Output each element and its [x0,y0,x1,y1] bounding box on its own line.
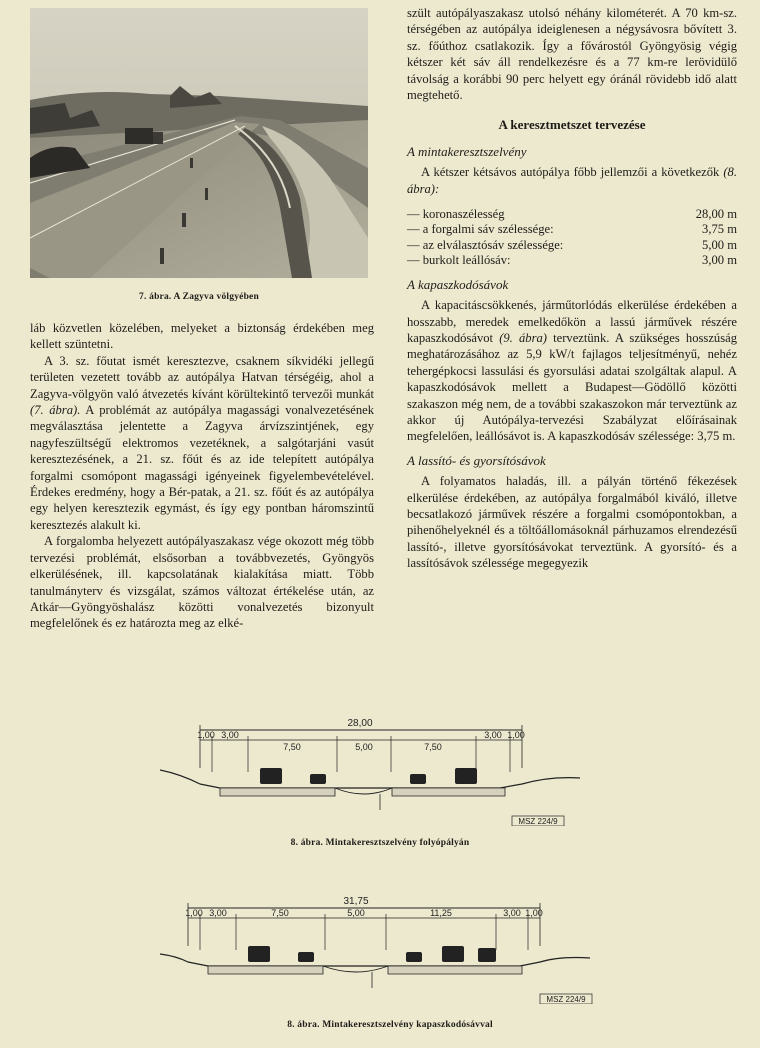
standard-stamp: MSZ 224/9 [546,995,586,1004]
dim-label: 3,00 [503,908,521,918]
subheading-kapaszkodosavok: A kapaszkodósávok [407,276,509,292]
dim-label: 1,00 [507,730,525,740]
figure-8-reference: (8. ábra): [407,165,737,196]
subheading-mintakeresztszelveny: A mintakeresztszelvény [407,143,527,159]
total-width-label: 28,00 [347,718,373,729]
cross-section-drawing-8 [160,712,600,826]
dim-label: 1,00 [197,730,215,740]
paragraph-text: A 3. sz. főutat ismét keresztezve, csaknem síkvidéki jellegű területen vezetett tovább az autópálya Hatvan térségéig, ahol a Zagyva-völgyön való átvezetés kívánt körültekintő tervezői munkát [30,353,374,401]
spec-value: 28,00 m [695,207,737,222]
dim-label: 5,00 [355,742,373,752]
specs-intro-text: A kétszer kétsávos autópálya főbb jellemzői a következők [421,165,724,180]
figure-8-caption: 8. ábra. Mintakeresztszelvény folyópályán [290,838,470,848]
subheading-lassito-gyorsitosavok: A lassító- és gyorsítósávok [407,452,546,468]
spec-label: — az elválasztósáv szélessége: [407,237,564,252]
dim-label: 3,00 [484,730,502,740]
dim-label: 7,50 [283,742,301,752]
dim-label: 1,00 [185,908,203,918]
spec-row [407,253,737,268]
standard-stamp: MSZ 224/9 [518,817,558,826]
dim-label: 5,00 [347,908,365,918]
specs-intro [407,164,737,197]
paragraph-kapaszkodosavok [407,297,737,445]
dim-label: 1,00 [525,908,543,918]
spec-row [407,222,737,237]
paragraph-text: terveztünk. A szükséges hosszúság meghatározásához az 5,9 kW/t fajlagos teljesítményű, nehéz tehergépkocsi lassulási és gyorsulási adatai szolgáltak alapul. A kapaszkodósávok mellett a Budapest—Gödöllő közötti szakaszon még nem, de a további szakaszokon már terveztünk az akkor új Autópálya-tervezési Szabályzat előírásainak megfelelően, leállósávot is. A kapaszkodósáv szélessége: 3,75 m. [407,330,737,444]
figure-7-reference: (7. ábra). [30,403,81,418]
highway-photo-illustration [30,8,368,278]
dim-label: 7,50 [424,742,442,752]
figure-9-cross-section [160,890,600,1004]
spec-label: — koronaszélesség [407,207,505,222]
spec-value: 5,00 m [702,237,737,252]
spec-value: 3,75 m [702,222,737,237]
spec-label: — a forgalmi sáv szélessége: [407,222,554,237]
left-paragraph-2 [30,353,374,533]
paragraph-text: A problémát az autópálya magassági vonalvezetésének megválasztása jelentette a Zagyva árvízszintjének, egy nagyfeszültségű elektromos vezetéknek, a salgótarjáni vasút keresztezésének, a 21. sz. főút és az ide telepített autópálya forgalmi csomópont magassági igényeinek figyelembevételével. Érdekes eredmény, hogy a Bér-patak, a 21. sz. főút és az autópálya egy helyen keresztezik egymást, és így egy pontban háromszintű keresztezés alakult ki. [30,403,374,532]
dim-label: 3,00 [209,908,227,918]
figure-8-cross-section [160,712,600,826]
total-width-label: 31,75 [343,896,369,907]
figure-9-reference: (9. ábra) [499,330,547,345]
figure-7-caption: 7. ábra. A Zagyva völgyében [139,292,259,302]
spec-label: — burkolt leállósáv: [407,253,511,268]
spec-row [407,207,737,222]
dim-label: 3,00 [221,730,239,740]
spec-value: 3,00 m [702,253,737,268]
figure-7-photo [30,8,368,278]
spec-list [407,207,737,269]
section-heading: A keresztmetszet tervezése [498,117,646,133]
left-paragraph-3: A forgalomba helyezett autópályaszakasz vége okozott még több tervezési problémát, elsősorban a továbbvezetés, Gyöngyös elkerülésének, ill. kapcsolatának kialakítása miatt. Több tanulmányterv és vizsgálat, számos változat értékelése után, az Atkár—Gyöngyöshalász közötti vonalvezetés bizonyult megfelelőnek és ez határozta meg az elké- [30,534,374,631]
right-column [407,5,737,572]
figure-9-caption: 8. ábra. Mintakeresztszelvény kapaszkodósávval [287,1020,493,1030]
dim-label: 7,50 [271,908,289,918]
paragraph-text: A kapacitáscsökkenés, járműtorlódás elkerülése érdekében a hosszabb, meredek emelkedőkön a lassú járművek részére kapaszkodósávot [407,298,737,345]
right-paragraph-top: szült autópályaszakasz utolsó néhány kilométerét. A 70 km-sz. térségében az autópálya ideiglenesen a négysávosra bővített 3. sz. főúthoz csatlakozik. Így a fővárostól Gyöngyösig végig kétszer két sáv áll rendelkezésre és a 77 km-re lerövidülő távolság a korábbi 90 perc helyett egy óránál rövidebb idő alatt megtehető. [407,6,737,103]
spec-row [407,238,737,253]
paragraph-lassito-gyorsitosavok: A folyamatos haladás, ill. a pályán történő fékezések elkerülése érdekében, az autópálya forgalmából kiváló, illetve becsatlakozó járművek részére a forgalmi csomópontokban, a pihenőhelyeknél és a töltőállomásoknál párhuzamos elrendezésű lassító-, illetve gyorsítósávokat terveztünk. A gyorsító- és a lassítósávok szélessége megegyezik [407,474,737,571]
left-paragraph-1: láb közvetlen közelében, melyeket a biztonság érdekében meg kellett szüntetni. [30,321,374,352]
dim-label: 11,25 [430,908,452,918]
left-column [30,320,374,632]
cross-section-drawing-9 [160,890,600,1004]
